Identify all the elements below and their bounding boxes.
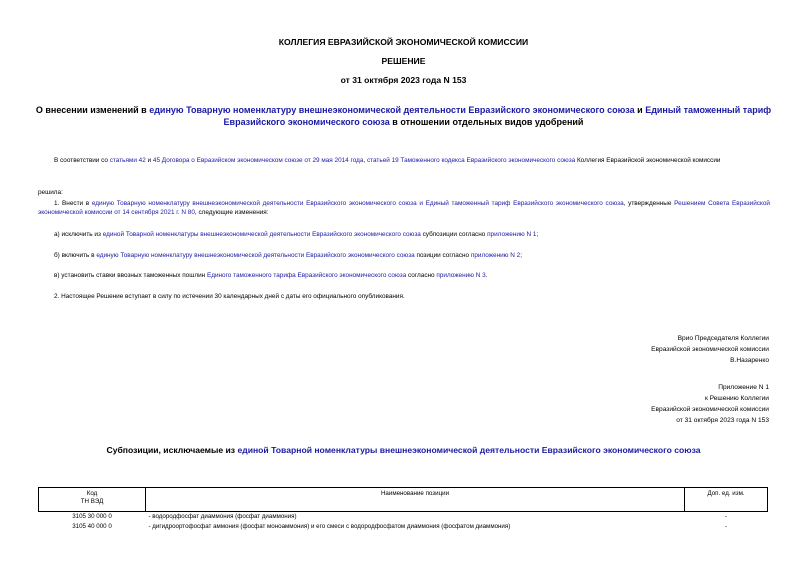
item-1-paragraph [38,199,770,217]
code-column-header [39,488,146,512]
customs-tariff-link[interactable]: Единый таможенный тариф Евразийского экономического союза [223,105,772,127]
row-code: 3105 30 000 0 [72,513,112,520]
articles-42-link[interactable]: статьями 42 [109,157,146,164]
title-text: О внесении изменений в [35,105,150,115]
item-text: ; [520,252,522,259]
item-text: , утвержденные [623,200,675,207]
item-text: а) исключить из [54,231,103,238]
signature-block [651,333,769,366]
appendix-ref: к Решению Коллегии [704,395,769,402]
item-c-paragraph [54,271,487,280]
title-text: и [634,105,646,115]
preamble-text: , [363,157,367,164]
resolved-label: решила: [38,189,63,196]
tnved-link[interactable]: единую Товарную номенклатуру внешнеэкономической деятельности Евразийского экономического союза [149,105,635,115]
signature-position: Врио Председателя Коллегии [677,335,769,342]
item-2-paragraph: 2. Настоящее Решение вступает в силу по истечении 30 календарных дней с даты его официального опубликования. [54,293,405,300]
row-name: - дигидроортофосфат аммония (фосфат моноаммония) и его смеси с водородфосфатом диаммония (фосфатом диаммония) [148,523,511,530]
treaty-link[interactable]: 45 Договора о Евразийском экономическом союзе от 29 мая 2014 года [152,157,364,164]
table-row [39,512,768,523]
preamble-text: В соответствии со [54,157,110,164]
document-date-number: от 31 октября 2023 года N 153 [340,75,467,85]
row-unit: - [724,523,728,530]
document-type: РЕШЕНИЕ [381,56,426,66]
item-text: позиции согласно [414,252,471,259]
appendix-date: от 31 октября 2023 года N 153 [676,417,769,424]
item-text: ; [536,231,539,238]
unit-column-header: Доп. ед. изм. [685,488,768,512]
item-text: в) установить ставки ввозных таможенных пошлин [54,272,207,279]
signature-organization: Евразийской экономической комиссии [651,346,769,353]
row-unit: - [724,513,728,520]
customs-tariff-link[interactable]: Единого таможенного тарифа Евразийского экономического союза [206,272,407,279]
tnved-ett-link[interactable]: единую Товарную номенклатуру внешнеэкономической деятельности Евразийского экономического союза и Единый таможенный тариф Евразийского экономического союза [91,200,624,207]
document-title [30,104,777,128]
tnved-link[interactable]: единой Товарной номенклатуры внешнеэкономической деятельности Евразийского экономического союза [237,445,701,455]
code-header-line: Код [86,490,98,497]
signature-name: В.Назаренко [730,357,769,364]
table-header-row [39,488,768,512]
name-column-header: Наименование позиции [146,488,685,512]
item-text: субпозиции согласно [420,231,488,238]
appendix-1-link[interactable]: приложению N 1 [487,231,537,238]
item-text: . [485,272,488,279]
table-title [0,445,807,455]
item-text: б) включить в [54,252,97,259]
item-text: согласно [406,272,437,279]
item-text: 1. Внести в [54,200,92,207]
table-row [39,522,768,532]
preamble-text: и [145,157,153,164]
row-code: 3105 40 000 0 [72,523,112,530]
row-name: - водородфосфат диаммония (фосфат диаммония) [148,513,297,520]
subpositions-table [38,487,768,532]
appendix-3-link[interactable]: приложению N 3 [436,272,486,279]
title-text: в отношении отдельных видов удобрений [389,117,584,127]
council-decision-link[interactable]: Решением Совета Евразийской экономической комиссии от 14 сентября 2021 г. N 80 [38,200,770,216]
preamble-text: Коллегия Евразийской экономической комиссии [575,157,721,164]
appendix-2-link[interactable]: приложению N 2 [470,252,521,259]
preamble-paragraph [38,156,770,165]
tnved-link[interactable]: единую Товарную номенклатуру внешнеэкономической деятельности Евразийского экономического союза [96,252,415,259]
code-header-line: ТН ВЭД [80,498,104,505]
organization-heading: КОЛЛЕГИЯ ЕВРАЗИЙСКОЙ ЭКОНОМИЧЕСКОЙ КОМИССИИ [278,37,529,47]
appendix-number: Приложение N 1 [718,384,769,391]
item-a-paragraph [54,230,538,239]
item-b-paragraph [54,251,522,260]
item-text: , следующие изменения: [194,209,269,216]
appendix-org: Евразийской экономической комиссии [651,406,769,413]
table-title-text: Субпозиции, исключаемые из [106,445,238,455]
appendix-header [651,382,769,426]
tnved-link[interactable]: единой Товарной номенклатуры внешнеэкономической деятельности Евразийского экономического союза [102,231,421,238]
customs-code-link[interactable]: статьей 19 Таможенного кодекса Евразийского экономического союза [366,157,576,164]
